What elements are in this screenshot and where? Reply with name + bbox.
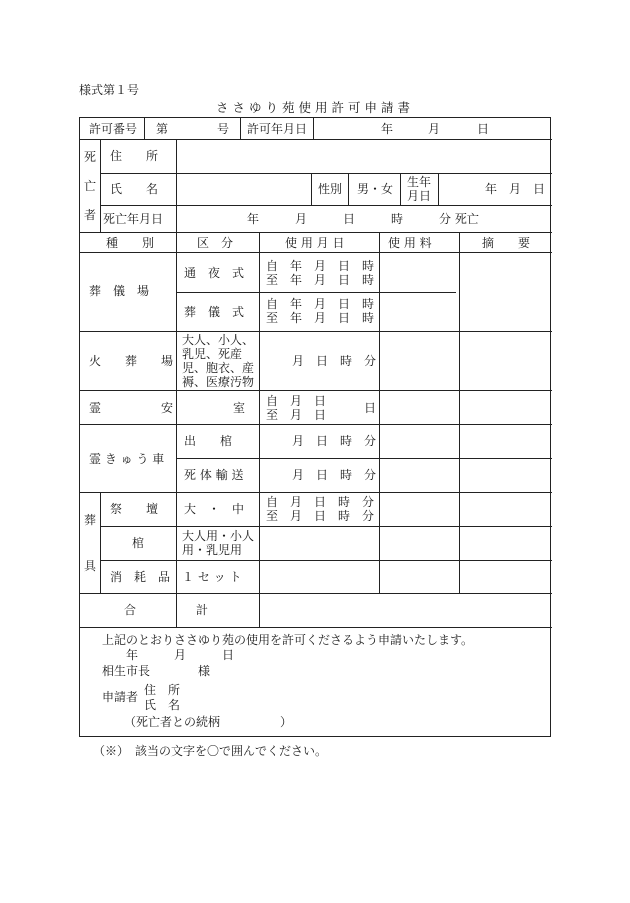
- permit-date-label: 許可年月日: [247, 122, 308, 136]
- wake-label: 通 夜 式: [184, 266, 245, 280]
- col-divider: [259, 232, 260, 627]
- row-divider: [80, 139, 552, 140]
- sex-label: 性別: [318, 182, 343, 196]
- row-divider: [80, 492, 552, 493]
- altar-from: 自 月 日 時 分: [266, 495, 375, 509]
- birth-label: 生年: [407, 175, 432, 189]
- hearse-label: 霊 き ゅ う 車: [89, 452, 165, 466]
- wake-from: 自 年 月 日 時: [266, 259, 375, 273]
- permit-number-label: 許可番号: [89, 122, 138, 136]
- departure-date: 月 日 時 分: [292, 434, 377, 448]
- row-divider: [80, 390, 552, 391]
- consumables-qty: １ セ ッ ト: [182, 570, 242, 584]
- col-divider: [438, 173, 439, 205]
- mortuary-label: 霊 安 室: [89, 401, 246, 415]
- mortuary-to: 至 月 日: [266, 408, 327, 422]
- col-divider: [144, 118, 145, 139]
- row-divider: [80, 252, 552, 253]
- col-divider: [400, 173, 401, 205]
- row-divider: [80, 232, 552, 233]
- sex-options: 男・女: [357, 182, 394, 196]
- col-divider: [176, 139, 177, 232]
- address-label: 住 所: [110, 149, 159, 163]
- birth-label: 月日: [407, 189, 432, 203]
- total-label: 合 計: [124, 603, 209, 617]
- footnote: （※） 該当の文字を〇で囲んでください。: [93, 744, 328, 758]
- funeral-to: 至 年 月 日 時: [266, 311, 375, 325]
- col-divider: [459, 232, 460, 593]
- goods-side-label: 葬: [84, 513, 97, 527]
- permit-day-label: 日: [477, 122, 490, 136]
- form-title: ささゆり苑使用許可申請書: [215, 100, 414, 115]
- col-divider: [313, 118, 314, 139]
- application-date: 年 月 日: [126, 648, 235, 662]
- transport-date: 月 日 時 分: [292, 468, 377, 482]
- consumables-label: 消 耗 品: [110, 570, 171, 584]
- col-divider: [176, 232, 177, 627]
- row-divider: [176, 458, 552, 459]
- header-fee: 使 用 料: [388, 236, 432, 250]
- crematorium-date: 月 日 時 分: [292, 354, 377, 368]
- permit-go-label: 号: [217, 122, 230, 136]
- permit-year-label: 年: [381, 122, 394, 136]
- departure-label: 出 棺: [184, 434, 233, 448]
- funeral-from: 自 年 月 日 時: [266, 297, 375, 311]
- altar-label: 祭 壇: [110, 502, 159, 516]
- birth-date-value: 年 月 日: [485, 182, 546, 196]
- coffin-label: 棺: [132, 536, 145, 550]
- row-divider: [100, 526, 552, 527]
- altar-to: 至 月 日 時 分: [266, 509, 375, 523]
- applicant-address-label: 住 所: [144, 683, 181, 697]
- permit-dai-label: 第: [156, 122, 169, 136]
- row-divider: [80, 593, 552, 594]
- deceased-side-label: 亡: [84, 179, 97, 193]
- death-date-label: 死亡年月日: [103, 212, 164, 226]
- transport-label: 死 体 輸 送: [184, 468, 244, 482]
- header-dates: 使 用 月 日: [285, 236, 345, 250]
- altar-size: 大 ・ 中: [184, 502, 245, 516]
- row-divider: [100, 205, 552, 206]
- crematorium-label: 火 葬 場: [89, 354, 174, 368]
- mayor-line: 相生市長 様: [102, 664, 211, 678]
- row-divider: [80, 424, 552, 425]
- applicant-label: 申請者: [102, 690, 139, 704]
- request-text: 上記のとおりささゆり苑の使用を許可くださるよう申請いたします。: [102, 633, 474, 647]
- form-number: 様式第１号: [79, 83, 140, 97]
- deceased-side-label: 者: [84, 208, 97, 222]
- death-date-value: 年 月 日 時 分 死亡: [247, 212, 479, 226]
- name-label: 氏 名: [110, 182, 159, 196]
- mortuary-day: 日: [364, 401, 377, 415]
- relationship-line: （死亡者との続柄 ）: [124, 715, 293, 729]
- row-divider: [100, 173, 552, 174]
- header-notes: 摘 要: [482, 236, 531, 250]
- wake-to: 至 年 月 日 時: [266, 273, 375, 287]
- deceased-side-label: 死: [84, 150, 97, 164]
- col-divider: [348, 173, 349, 205]
- mortuary-from: 自 月 日: [266, 394, 327, 408]
- crematorium-categories: 大人、小人、 乳児、死産 児、胞衣、産 褥、医療汚物: [182, 333, 255, 389]
- permit-month-label: 月: [428, 122, 441, 136]
- col-divider: [100, 492, 101, 593]
- col-divider: [240, 118, 241, 139]
- header-kind: 種 別: [106, 236, 155, 250]
- header-category: 区 分: [197, 236, 234, 250]
- col-divider: [379, 232, 380, 593]
- coffin-type: 大人用・小人 用・乳児用: [182, 529, 255, 557]
- funeral-label: 葬 儀 式: [184, 305, 245, 319]
- goods-side-label: 具: [84, 559, 97, 573]
- funeral-hall-label: 葬 儀 場: [89, 284, 150, 298]
- row-divider: [80, 627, 552, 628]
- row-divider: [80, 331, 552, 332]
- col-divider: [100, 139, 101, 232]
- row-divider: [176, 292, 456, 293]
- applicant-name-label: 氏 名: [144, 698, 181, 712]
- col-divider: [311, 173, 312, 205]
- application-form: [79, 117, 551, 737]
- row-divider: [100, 560, 552, 561]
